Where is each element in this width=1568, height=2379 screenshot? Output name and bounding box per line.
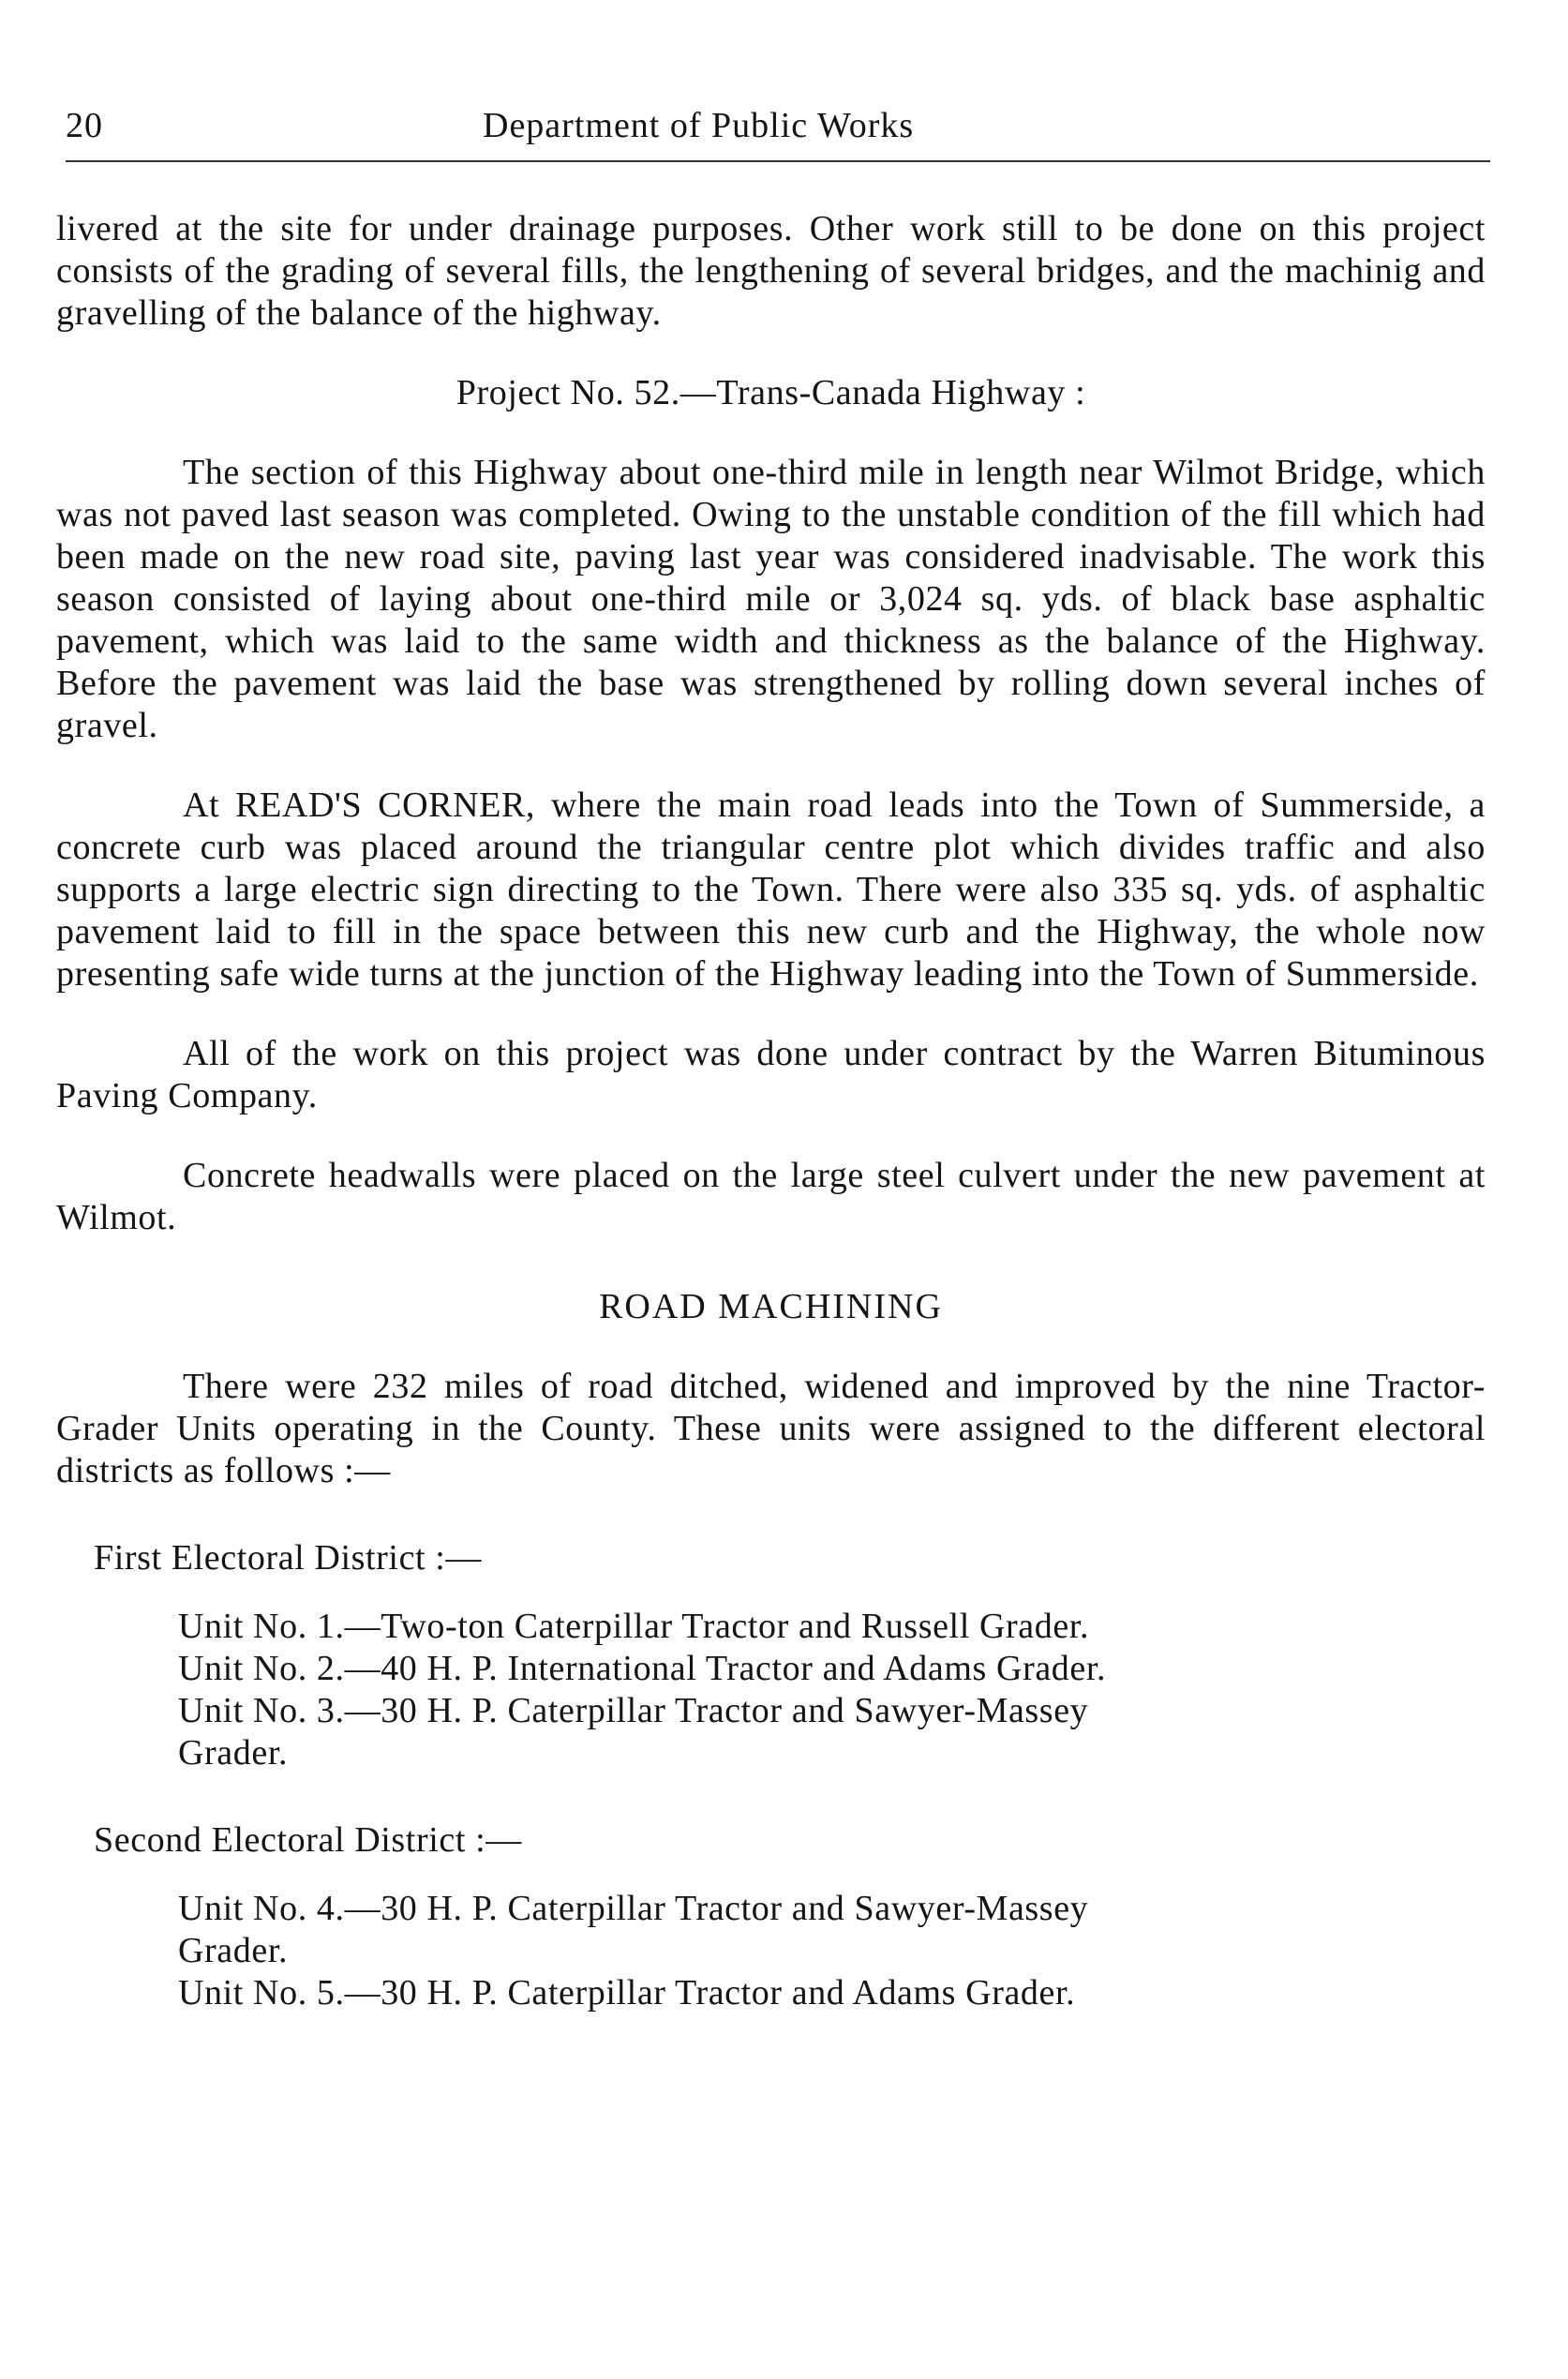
unit-description: —30 H. P. Caterpillar Tractor and Adams Grader. [344, 1973, 1076, 2012]
paragraph-contract: All of the work on this project was done under contract by the Warren Bituminous Paving Company. [56, 1034, 1486, 1115]
unit-label: Unit No. 1. [178, 1607, 345, 1646]
section-heading: ROAD MACHINING [599, 1287, 943, 1326]
paragraph-wilmot-section: The section of this Highway about one-third mile in length near Wilmot Bridge, which was not paved last season was completed. Owing to the unstable condition of the fill which had been made on the new road site, paving last year was considered inadvisable. The work this season consisted of laying about one-third mile or 3,024 sq. yds. of black base asphaltic pavement, which was laid to the same width and thickness as the balance of the Highway. Before the pavement was laid the base was strengthened by rolling down several inches of gravel. [56, 453, 1486, 745]
list-item [178, 1972, 1486, 2014]
header-rule [66, 160, 1490, 162]
unit-label: Unit No. 5. [178, 1973, 345, 2012]
district-block [56, 1819, 1486, 2014]
unit-description: —40 H. P. International Tractor and Adams Grader. [344, 1649, 1107, 1688]
paragraph-reads-corner: At READ'S CORNER, where the main road leads into the Town of Summerside, a concrete curb was placed around the triangular centre plot which divides traffic and also supports a large electric sign directing to the Town. There were also 335 sq. yds. of asphaltic pavement laid to fill in the space between this new curb and the Highway, the whole now presenting safe wide turns at the junction of the Highway leading into the Town of Summerside. [56, 786, 1486, 994]
unit-description: —Two-ton Caterpillar Tractor and Russell Grader. [344, 1607, 1090, 1646]
district-block [56, 1537, 1486, 1774]
paragraph-continued: livered at the site for under drainage purposes. Other work still to be done on this project consists of the grading of several fills, the lengthening of several bridges, and the machinig and gravelling of the balance of the highway. [56, 209, 1486, 333]
list-item [178, 1690, 1486, 1732]
page-number: 20 [66, 106, 103, 145]
list-item [178, 1648, 1486, 1690]
unit-list [56, 1888, 1486, 2014]
list-item-continuation: Grader. [178, 1733, 289, 1773]
list-item [178, 1606, 1486, 1648]
running-title: Department of Public Works [483, 106, 915, 145]
page-body [56, 208, 1486, 2014]
list-item [178, 1888, 1486, 1930]
paragraph-road-machining: There were 232 miles of road ditched, widened and improved by the nine Tractor-Grader Units operating in the County. These units were assigned to the different electoral districts as follows :— [56, 1367, 1486, 1490]
district-title: Second Electoral District :— [94, 1820, 522, 1860]
unit-list [56, 1606, 1486, 1774]
unit-label: Unit No. 2. [178, 1649, 345, 1688]
paragraph-headwalls: Concrete headwalls were placed on the large steel culvert under the new pavement at Wilmot. [56, 1156, 1486, 1237]
list-item-continuation: Grader. [178, 1931, 289, 1970]
project-heading: Project No. 52.—Trans-Canada Highway : [455, 373, 1086, 412]
unit-label: Unit No. 3. [178, 1691, 345, 1730]
page-header [66, 105, 1490, 161]
unit-label: Unit No. 4. [178, 1889, 345, 1928]
unit-description: —30 H. P. Caterpillar Tractor and Sawyer-Massey [344, 1691, 1089, 1730]
unit-description: —30 H. P. Caterpillar Tractor and Sawyer-Massey [344, 1889, 1089, 1928]
district-title: First Electoral District :— [94, 1538, 483, 1578]
